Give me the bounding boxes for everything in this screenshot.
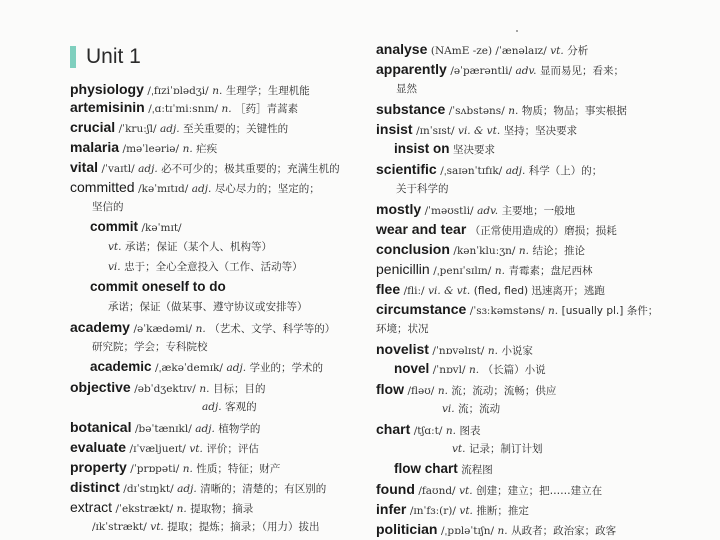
entry-line [376, 100, 627, 118]
definition: 从政者；政治家；政客 [511, 525, 617, 537]
entry-line [70, 378, 265, 396]
part-of-speech: adv. [515, 65, 537, 77]
headword: chart [376, 421, 411, 437]
part-of-speech: vt. [452, 443, 466, 455]
definition: 关于科学的 [396, 183, 449, 195]
entry-line [396, 180, 449, 198]
headword: academy [70, 319, 130, 335]
definition: （艺术、文学、科学等的） [209, 323, 336, 335]
headword: analyse [376, 41, 428, 57]
part-of-speech: vi. & vt. [428, 285, 471, 297]
part-of-speech: vt. [150, 521, 164, 533]
entry-line [70, 178, 320, 196]
phonetic: /ˈməʊstli/ [424, 205, 474, 217]
entry-line [376, 340, 533, 358]
definition: 植物学的 [218, 423, 261, 435]
part-of-speech: adj. [160, 123, 180, 135]
entry-line [376, 380, 556, 398]
headword: physiology [70, 81, 144, 97]
phonetic: /fləʊ/ [407, 385, 435, 397]
entry-line [70, 158, 340, 176]
definition: 科学（上）的； [528, 165, 603, 177]
entry-line [376, 420, 480, 438]
phonetic: /ˈvaɪtl/ [101, 163, 135, 175]
phonetic: /ˈsɜːkəmstəns/ [469, 305, 545, 317]
part-of-speech: n. [199, 383, 210, 395]
headword: flow chart [394, 461, 458, 476]
headword: penicillin [376, 261, 430, 277]
phonetic: /ɪkˈstrækt/ [92, 521, 147, 533]
part-of-speech: n. [497, 525, 508, 537]
definition: 清晰的；清楚的；有区别的 [200, 483, 327, 495]
phonetic: /tʃɑːt/ [413, 425, 443, 437]
phonetic: /ˈnɒvl/ [432, 364, 466, 376]
entry-line [376, 520, 616, 538]
entry-line [376, 220, 617, 238]
headword: mostly [376, 201, 422, 217]
entry-line [376, 500, 529, 518]
part-of-speech: adj. [138, 163, 158, 175]
headword: scientific [376, 161, 437, 177]
headword: conclusion [376, 241, 450, 257]
phonetic: /ˌpenɪˈsɪlɪn/ [433, 265, 492, 277]
headword: found [376, 481, 415, 497]
phonetic: /ɪnˈfɜː(r)/ [409, 505, 456, 517]
definition: 尽心尽力的；坚定的； [214, 183, 320, 195]
phonetic: /ˌfɪziˈɒlədʒi/ [147, 85, 209, 97]
part-of-speech: vt. [550, 45, 564, 57]
definition: 图表 [459, 425, 481, 437]
entry-line [108, 258, 303, 276]
accent-bar [70, 46, 76, 68]
entry-line [70, 478, 326, 496]
definition: 物质；物品；事实根据 [521, 105, 627, 117]
entry-line [394, 140, 495, 158]
phonetic: /ˌækəˈdemɪk/ [155, 362, 223, 374]
entry-line [376, 120, 577, 138]
definition: 坚决要求 [453, 144, 496, 156]
definition: 流程图 [461, 464, 493, 476]
part-of-speech: n. [182, 463, 193, 475]
headword: insist [376, 121, 413, 137]
entry-line [442, 400, 500, 418]
phonetic: /ɪˈvæljueɪt/ [129, 443, 186, 455]
phonetic: /dɪˈstɪŋkt/ [123, 483, 174, 495]
phonetic: /fliː/ [403, 285, 425, 297]
headword: extract [70, 499, 113, 515]
entry-line [70, 498, 253, 516]
definition: 学业的；学术的 [249, 362, 324, 374]
definition: （正常使用造成的）磨损；损耗 [469, 225, 617, 237]
entry-line [396, 80, 417, 98]
headword: distinct [70, 479, 120, 495]
entry-line [70, 418, 260, 436]
entry-line [202, 398, 257, 416]
headword: committed [70, 179, 135, 195]
headword: crucial [70, 119, 116, 135]
definition: ［药］青蒿素 [235, 103, 299, 115]
part-of-speech: n. [437, 385, 448, 397]
headword: circumstance [376, 301, 467, 317]
part-of-speech: vt. [459, 485, 473, 497]
phonetic: /faʊnd/ [418, 485, 456, 497]
definition: 生理学；生理机能 [225, 85, 310, 97]
entry-line [376, 60, 624, 78]
definition: 环境；状况 [376, 323, 429, 335]
phonetic: /ˈekstrækt/ [115, 503, 174, 515]
headword: artemisinin [70, 99, 145, 115]
definition: 坚信的 [92, 201, 124, 213]
entry-line [394, 360, 546, 378]
entry-line [70, 318, 335, 336]
part-of-speech: adj. [505, 165, 526, 177]
phonetic: /ɪnˈsɪst/ [416, 125, 455, 137]
entry-line [376, 200, 575, 218]
definition: 记录；制订计划 [469, 443, 543, 455]
definition: 疟疾 [196, 143, 218, 155]
part-of-speech: n. [548, 305, 559, 317]
headword: flow [376, 381, 404, 397]
part-of-speech: adj. [195, 423, 215, 435]
definition: 必不可少的；极其重要的；充满生机的 [161, 163, 340, 175]
phonetic: /əbˈdʒektɪv/ [134, 383, 196, 395]
headword: vital [70, 159, 99, 175]
part-of-speech: vi. [108, 261, 121, 273]
definition: 结论；推论 [532, 245, 586, 257]
entry-line [376, 40, 588, 58]
phonetic: /kəˈmɪtɪd/ [138, 183, 189, 195]
definition: 客观的 [225, 401, 257, 413]
entry-line [376, 480, 602, 498]
unit-heading [70, 44, 141, 70]
entry-line [90, 358, 323, 376]
definition: （长篇）小说 [482, 364, 546, 376]
entry-line [92, 338, 208, 356]
definition: 研究院；学会；专科院校 [92, 341, 208, 353]
entry-line [376, 300, 658, 318]
part-of-speech: n. [221, 103, 232, 115]
definition: 目标；目的 [212, 383, 266, 395]
entry-line [70, 458, 280, 476]
headword: substance [376, 101, 446, 117]
part-of-speech: adj. [202, 401, 222, 413]
definition: 承诺；保证（某个人、机构等） [125, 241, 272, 253]
part-of-speech: adj. [177, 483, 197, 495]
headword: insist on [394, 141, 450, 156]
entry-line [108, 238, 272, 256]
definition: 显而易见；看来； [540, 65, 625, 77]
definition: 小说家 [501, 345, 533, 357]
definition: 分析 [567, 45, 589, 57]
headword: academic [90, 359, 152, 374]
part-of-speech: n. [518, 245, 530, 257]
part-of-speech: adj. [191, 183, 212, 195]
part-of-speech: adv. [477, 205, 499, 217]
entry-line [376, 280, 605, 298]
phonetic: /kəˈmɪt/ [141, 222, 182, 234]
phonetic: /ˌsaɪənˈtɪfɪk/ [440, 165, 503, 177]
part-of-speech: n. [176, 503, 187, 515]
definition: 性质；特征；财产 [196, 463, 281, 475]
definition: 流；流动；流畅；供应 [451, 385, 557, 397]
definition: 推断；推定 [476, 505, 529, 517]
part-of-speech: vt. [459, 505, 473, 517]
part-of-speech: n. [212, 85, 223, 97]
phonetic: /əˈpærəntli/ [450, 65, 513, 77]
entry-line [376, 160, 602, 178]
definition: 评价；评估 [206, 443, 259, 455]
part-of-speech: n. [182, 143, 193, 155]
definition: (fled, fled) 迅速离开；逃跑 [473, 285, 605, 297]
phonetic: /ˈsʌbstəns/ [448, 105, 505, 117]
phonetic: /ˈnɒvəlɪst/ [432, 345, 485, 357]
headword: botanical [70, 419, 132, 435]
headword: flee [376, 281, 401, 297]
scan-speck [516, 30, 518, 32]
headword: objective [70, 379, 131, 395]
headword: novel [394, 361, 430, 376]
entry-line [92, 198, 124, 216]
phonetic: /ˌpɒləˈtɪʃn/ [440, 525, 495, 537]
phonetic: /ˈprɒpəti/ [130, 463, 180, 475]
headword: commit oneself to do [90, 279, 226, 294]
headword: property [70, 459, 127, 475]
definition: 青霉素；盘尼西林 [508, 265, 593, 277]
part-of-speech: vi. & vt. [458, 125, 501, 137]
phonetic: /bəˈtænɪkl/ [134, 423, 192, 435]
entry-line [376, 320, 429, 338]
phonetic: /əˈkædəmi/ [133, 323, 193, 335]
definition: 提取物；摘录 [190, 503, 254, 515]
part-of-speech: vi. [442, 403, 455, 415]
headword: wear and tear [376, 221, 467, 237]
definition: 承诺；保证（做某事、遵守协议或安排等） [108, 301, 308, 313]
entry-line [70, 138, 217, 156]
definition: 坚持；坚决要求 [503, 125, 578, 137]
entry-line [452, 440, 543, 458]
part-of-speech: n. [487, 345, 498, 357]
definition: 显然 [396, 83, 417, 95]
phonetic: /kənˈkluːʒn/ [453, 245, 516, 257]
entry-line [70, 80, 310, 98]
entry-line [376, 240, 585, 258]
headword: apparently [376, 61, 447, 77]
unit-title: Unit 1 [86, 45, 141, 68]
headword: malaria [70, 139, 120, 155]
headword: politician [376, 521, 438, 537]
phonetic: /məˈleəriə/ [122, 143, 180, 155]
phonetic: /ˌɑːtɪˈmiːsnɪn/ [148, 103, 219, 115]
headword: infer [376, 501, 407, 517]
part-of-speech: n. [195, 323, 206, 335]
phonetic: /ˈkruːʃl/ [118, 123, 157, 135]
entry-line [90, 218, 182, 236]
headword: evaluate [70, 439, 127, 455]
definition: 忠于；全心全意投入（工作、活动等） [124, 261, 303, 273]
entry-line [90, 278, 226, 296]
entry-line [394, 460, 493, 478]
headword: commit [90, 219, 139, 234]
part-of-speech: n. [508, 105, 519, 117]
part-of-speech: n. [445, 425, 456, 437]
headword: novelist [376, 341, 429, 357]
definition: 创建；建立；把……建立在 [476, 485, 603, 497]
part-of-speech: n. [494, 265, 505, 277]
definition: 提取；提炼；摘录；（用力）拔出 [167, 521, 320, 533]
definition: 主要地；一般地 [501, 205, 576, 217]
part-of-speech: vt. [189, 443, 203, 455]
part-of-speech: vt. [108, 241, 122, 253]
entry-line [92, 518, 320, 536]
entry-line [376, 260, 592, 278]
definition: 至关重要的；关键性的 [183, 123, 289, 135]
entry-line [70, 438, 259, 456]
part-of-speech: n. [469, 364, 480, 376]
entry-line [108, 298, 308, 316]
phonetic: (NAmE -ze) /ˈænəlaɪz/ [430, 45, 547, 57]
entry-line [70, 98, 298, 116]
part-of-speech: adj. [226, 362, 247, 374]
definition: 流；流动 [458, 403, 501, 415]
entry-line [70, 118, 288, 136]
definition: [usually pl.] 条件； [561, 305, 659, 317]
